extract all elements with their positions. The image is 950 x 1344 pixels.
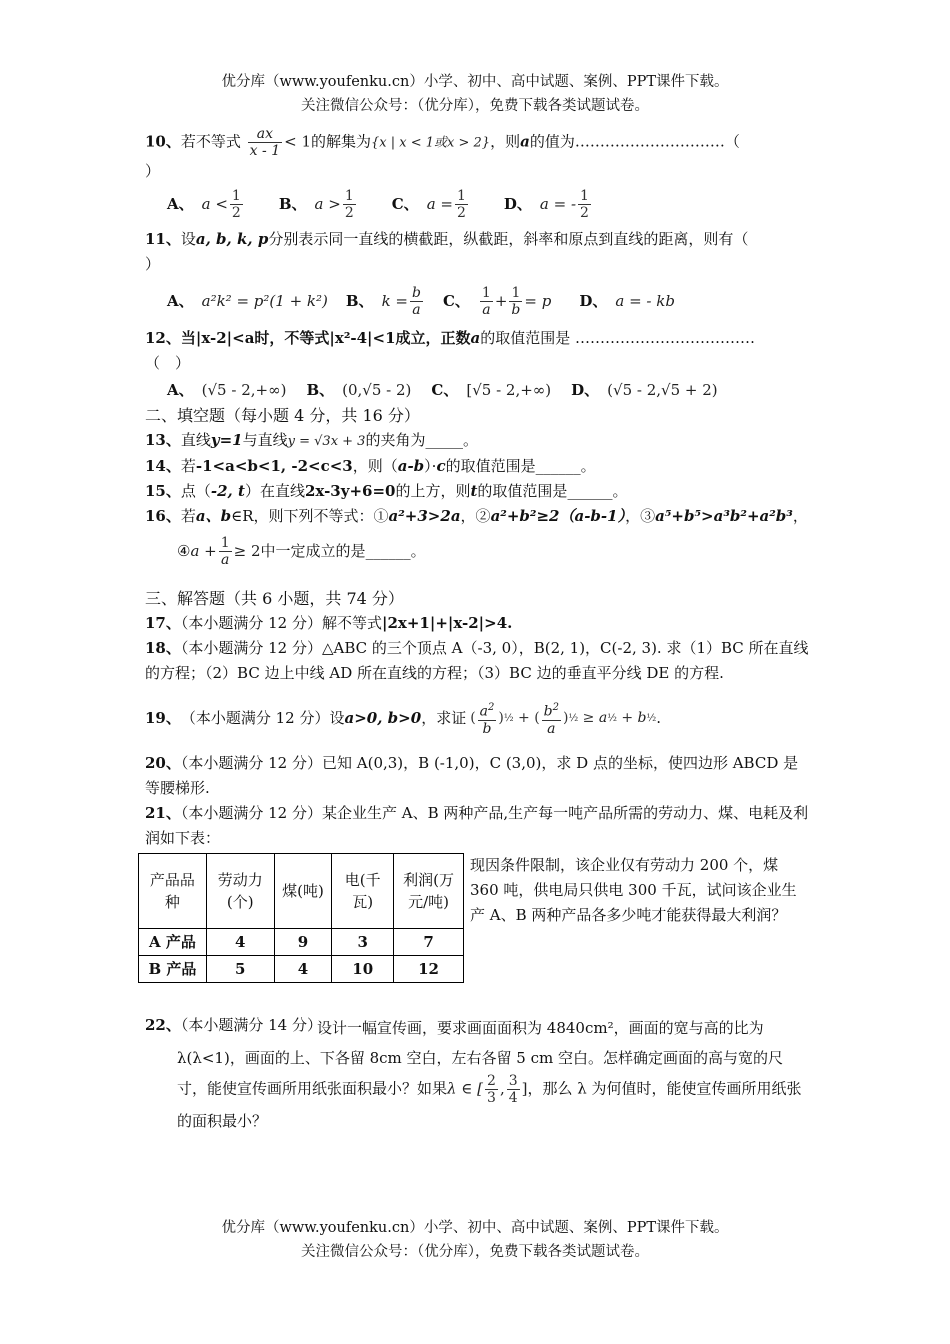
q10-fraction (248, 126, 282, 159)
q10-options (167, 188, 810, 221)
q16-number: 16、 (145, 507, 181, 525)
q14-end: 。 (580, 457, 596, 475)
q16-line-2 (177, 535, 810, 568)
q13-eq1: y=1 (210, 431, 243, 449)
q19-cond: a>0, b>0 (344, 708, 422, 727)
q16-end: 。 (410, 542, 426, 560)
q16-text-b: ∈R，则下列不等式：① (231, 507, 389, 525)
header-line-2: 关注微信公众号：（优分库），免费下载各类试题试卷。 (301, 98, 649, 114)
q11-b-pre: k = (381, 292, 408, 310)
question-18 (145, 636, 810, 686)
q22-lambda: λ ∈ [ (447, 1079, 484, 1098)
q12-paren: （ ） (145, 354, 191, 372)
q18-text: △ABC 的三个顶点 A（-3, 0），B(2, 1)，C(-2, 3). 求（1）BC 所在直线的方程；（2）BC 边上中线 AD 所在直线的方程；（3）BC 边的垂直平分线 DE 的方程. (145, 639, 809, 682)
table-cell: 4 (274, 955, 332, 982)
q11-c-label: C、 (442, 292, 470, 310)
q10-a-pre: a < (201, 195, 228, 213)
question-12 (145, 326, 810, 376)
table-row (139, 955, 464, 982)
q22-n1: 2 (487, 1072, 496, 1089)
q15-text-c: 的上方，则 (395, 482, 471, 500)
q22-text-a: 设计一幅宣传画，要求画面面积为 4840cm²，画面的宽与高的比为 λ(λ<1)，画面的上、下各留 8cm 空白，左右各留 5 cm 空白。怎样确定画面的高与宽的尺寸，能使宣传画所用纸张面积最小？如果 (177, 1018, 784, 1098)
q13-number: 13、 (145, 431, 181, 449)
q10-text-c: ，则 (490, 132, 521, 151)
q11-c-den1: a (482, 302, 491, 318)
q10-option-d (504, 188, 593, 221)
table-cell: 10 (332, 955, 394, 982)
q10-b-pre: a > (314, 195, 341, 213)
q14-text-b: ，则（ (352, 457, 398, 475)
q11-c-num2: 1 (509, 285, 522, 302)
question-16 (145, 504, 810, 568)
q10-d-label: D、 (503, 195, 532, 213)
q16-text-c: 中一定成立的是 (260, 542, 366, 560)
q12-a-label: A、 (167, 381, 194, 399)
q11-option-b (346, 285, 425, 318)
q11-vars: a, b, k, p (195, 230, 269, 248)
q16-ineq-2: a²+b²≥2（a-b-1） (490, 507, 626, 525)
q13-text-a: 直线 (180, 431, 211, 449)
q14-expr: a-b (397, 457, 425, 475)
q12-text-a: 当|x-2|<a时，不等式|x²-4|<1成立，正数 (180, 329, 471, 347)
q12-d-text: (√5 - 2,√5 + 2) (607, 381, 718, 399)
q10-var: a (520, 132, 530, 151)
question-15 (145, 479, 810, 504)
table-cell: B 产品 (139, 955, 207, 982)
q16-sep-4: ， (792, 507, 808, 525)
q10-text-b: 的解集为 (311, 132, 372, 151)
question-22 (145, 1013, 810, 1136)
q10-a-den: 2 (231, 205, 241, 221)
q11-option-d (579, 289, 675, 314)
q12-a-text: (√5 - 2,+∞) (201, 381, 287, 399)
q16-f-num: 1 (220, 535, 230, 551)
q10-set: {x | x < 1或x > 2} (371, 135, 491, 151)
q10-d-num: 1 (580, 188, 589, 204)
q19-formula: ( $\frac{a^2}{b}$ ) ½ + ( $\frac{b^2}{a}$ ) ½ ≥ a ½ + b ½ (470, 702, 657, 737)
q10-c-pre: a = (426, 195, 453, 213)
footer-line-2: 关注微信公众号：（优分库），免费下载各类试题试卷。 (301, 1244, 649, 1260)
q11-number: 11、 (145, 230, 181, 248)
q14-c: c (436, 457, 446, 475)
q10-text-d: 的值为…………………………（ (529, 132, 740, 151)
q15-number: 15、 (145, 482, 181, 500)
table-header-cell: 电(千瓦) (332, 853, 394, 928)
q12-c-label: C、 (431, 381, 459, 399)
q22-comma: , (499, 1079, 505, 1098)
q10-frac-num: ax (248, 126, 282, 143)
table-header-cell: 利润(万元/吨) (394, 853, 464, 928)
q20-meta: （本小题满分 12 分） (180, 753, 322, 772)
q21-side-text: 现因条件限制，该企业仅有劳动力 200 个，煤 360 吨，供电局只供电 300 千瓦，试问该企业生产 A、B 两种产品各多少吨才能获得最大利润？ (470, 855, 797, 924)
question-20 (145, 751, 810, 801)
q10-close: ） (145, 162, 161, 180)
q11-c-num1: 1 (481, 285, 491, 301)
q14-cond: -1<a<b<1, -2<c<3 (195, 457, 353, 475)
q10-option-b (279, 188, 358, 221)
page-footer (0, 1216, 950, 1264)
q15-text-d: 的取值范围是 (477, 482, 568, 500)
q13-text-b: 与直线 (242, 431, 288, 449)
q21-table-area (138, 853, 810, 983)
table-cell: 12 (394, 955, 464, 982)
q10-a-label: A、 (167, 195, 194, 213)
q11-options (167, 285, 810, 318)
q15-text-a: 点（ (180, 482, 211, 500)
q16-f-den: a (221, 552, 230, 568)
table-cell: 9 (274, 928, 332, 955)
table-header-cell: 产品品种 (139, 853, 207, 928)
q10-b-label: B、 (278, 195, 307, 213)
q10-ineq: < 1 (284, 132, 311, 151)
question-21 (145, 801, 810, 851)
q11-c-plus: + (494, 292, 508, 310)
table-cell: A 产品 (139, 928, 207, 955)
q10-d-pre: a = - (539, 195, 577, 213)
q10-a-num: 1 (231, 188, 241, 204)
table-header-cell: 煤(吨) (274, 853, 332, 928)
q17-ineq: |2x+1|+|x-2|>4. (382, 614, 513, 632)
q16-f-pre: a + (190, 542, 217, 560)
table-row (139, 928, 464, 955)
q11-text-a: 设 (180, 230, 196, 248)
q16-circle-4: ④ (177, 542, 191, 560)
q22-text-b: ，那么 λ 为何值时，能使宣传画所用纸张的面积最小？ (177, 1079, 802, 1130)
q22-rb: ] (521, 1079, 528, 1098)
header-line-1: 优分库（www.youfenku.cn）小学、初中、高中试题、案例、PPT课件下载。 (221, 74, 729, 90)
exam-content (145, 126, 810, 1136)
question-17 (145, 611, 810, 636)
q17-meta: （本小题满分 12 分） (180, 614, 322, 632)
q15-line: 2x-3y+6=0 (304, 482, 396, 500)
question-14 (145, 454, 810, 479)
q16-ineq-3: a⁵+b⁵>a³b²+a²b³ (655, 507, 793, 525)
q22-d2: 4 (508, 1089, 518, 1106)
q18-meta: （本小题满分 12 分） (180, 639, 322, 657)
q11-close: ） (145, 255, 161, 273)
q14-text-d: 的取值范围是 (445, 457, 536, 475)
q20-number: 20、 (145, 753, 181, 772)
q10-option-a (167, 188, 245, 221)
q11-c-den2: b (511, 302, 521, 318)
q15-text-b: ）在直线 (244, 482, 305, 500)
q14-text-c: ）· (424, 457, 437, 475)
q10-c-den: 2 (456, 205, 466, 221)
q19-text-a: 设 (329, 708, 345, 727)
q10-option-c (392, 188, 470, 221)
q14-blank: ______ (535, 457, 581, 475)
q11-b-label: B、 (345, 292, 374, 310)
q22-body (177, 1013, 810, 1136)
q10-b-den: 2 (344, 205, 354, 221)
q16-text-a: 若 (180, 507, 196, 525)
q12-options (167, 378, 810, 403)
table-cell: 4 (206, 928, 274, 955)
q16-ab: a、b (195, 507, 232, 525)
q16-sep-3: ，③ (625, 507, 656, 525)
q14-text-a: 若 (180, 457, 196, 475)
q21-meta: （本小题满分 12 分） (180, 803, 322, 822)
footer-line-1: 优分库（www.youfenku.cn）小学、初中、高中试题、案例、PPT课件下载。 (221, 1220, 729, 1236)
q11-a-label: A、 (167, 292, 194, 310)
q10-number: 10、 (145, 132, 181, 151)
q22-d1: 3 (487, 1089, 496, 1106)
q12-b-text: (0,√5 - 2) (342, 381, 412, 399)
q22-n2: 3 (508, 1072, 518, 1089)
table-cell: 7 (394, 928, 464, 955)
q16-sep-2: ，② (460, 507, 491, 525)
page-header (0, 70, 950, 118)
q11-b-num: b (412, 285, 421, 301)
q10-b-num: 1 (344, 188, 354, 204)
q11-option-a (167, 289, 328, 314)
q12-text-b: 的取值范围是 ……………………………… (480, 329, 756, 347)
table-cell: 3 (332, 928, 394, 955)
q11-text-b: 分别表示同一直线的横截距，纵截距，斜率和原点到直线的距离，则有（ (268, 230, 749, 248)
question-10 (145, 126, 810, 184)
q12-b-label: B、 (306, 381, 335, 399)
q11-option-c (443, 285, 551, 318)
q10-d-den: 2 (580, 205, 589, 221)
q22-number: 22、 (145, 1015, 181, 1034)
q19-text-b: ，求证 (421, 708, 467, 727)
q13-blank: _____ (425, 431, 463, 449)
q22-meta: （本小题满分 14 分） (180, 1015, 322, 1034)
table-cell: 5 (206, 955, 274, 982)
q15-end: 。 (612, 482, 628, 500)
q20-text: 已知 A(0,3)，B (-1,0)，C (3,0)，求 D 点的坐标，使四边形 ABCD 是等腰梯形. (145, 753, 799, 797)
q14-number: 14、 (145, 457, 181, 475)
q11-d-expr: a = - kb (615, 292, 675, 310)
q17-number: 17、 (145, 614, 181, 632)
q21-number: 21、 (145, 803, 181, 822)
q12-option-b (306, 378, 411, 403)
q16-blank: ______ (365, 542, 411, 560)
q13-text-c: 的夹角为 (365, 431, 426, 449)
q13-end: 。 (462, 431, 478, 449)
q16-ineq-1: a²+3>2a (388, 507, 461, 525)
q19-number: 19、 (145, 708, 181, 727)
section-2-title: 二、填空题（每小题 4 分，共 16 分） (145, 406, 420, 425)
q19-meta: （本小题满分 12 分） (180, 708, 330, 727)
question-11 (145, 227, 810, 277)
question-13 (145, 428, 810, 454)
q12-number: 12、 (145, 329, 181, 347)
q19-end: . (656, 708, 661, 727)
q10-text-a: 若不等式 (180, 132, 241, 151)
q16-f-post: ≥ 2 (233, 542, 261, 560)
q10-c-label: C、 (391, 195, 419, 213)
q13-eq2: y = √3x + 3 (287, 434, 366, 449)
q11-c-post: = p (524, 292, 552, 310)
q21-text: 某企业生产 A、B 两种产品,生产每一吨产品所需的劳动力、煤、电耗及利润如下表： (145, 803, 809, 847)
production-table (138, 853, 464, 983)
q12-option-a (167, 378, 286, 403)
q17-text: 解不等式 (322, 614, 383, 632)
q10-c-num: 1 (456, 188, 466, 204)
table-header-cell: 劳动力(个) (206, 853, 274, 928)
q15-blank: ______ (567, 482, 613, 500)
q12-option-c (431, 378, 551, 403)
q15-t: t (470, 482, 478, 500)
q12-d-label: D、 (571, 381, 600, 399)
q12-option-d (571, 378, 718, 403)
q10-frac-den: x - 1 (249, 143, 281, 159)
q12-var: a (470, 329, 481, 347)
q15-pt: -2, t (210, 482, 245, 500)
section-3-title: 三、解答题（共 6 小题，共 74 分） (145, 589, 404, 608)
q11-d-label: D、 (579, 292, 608, 310)
q18-number: 18、 (145, 639, 181, 657)
q11-a-expr: a²k² = p²(1 + k²) (201, 292, 328, 310)
question-19 (145, 700, 810, 737)
q12-c-text: [√5 - 2,+∞) (466, 381, 552, 399)
q11-b-den: a (412, 302, 421, 318)
table-header-row (139, 853, 464, 928)
